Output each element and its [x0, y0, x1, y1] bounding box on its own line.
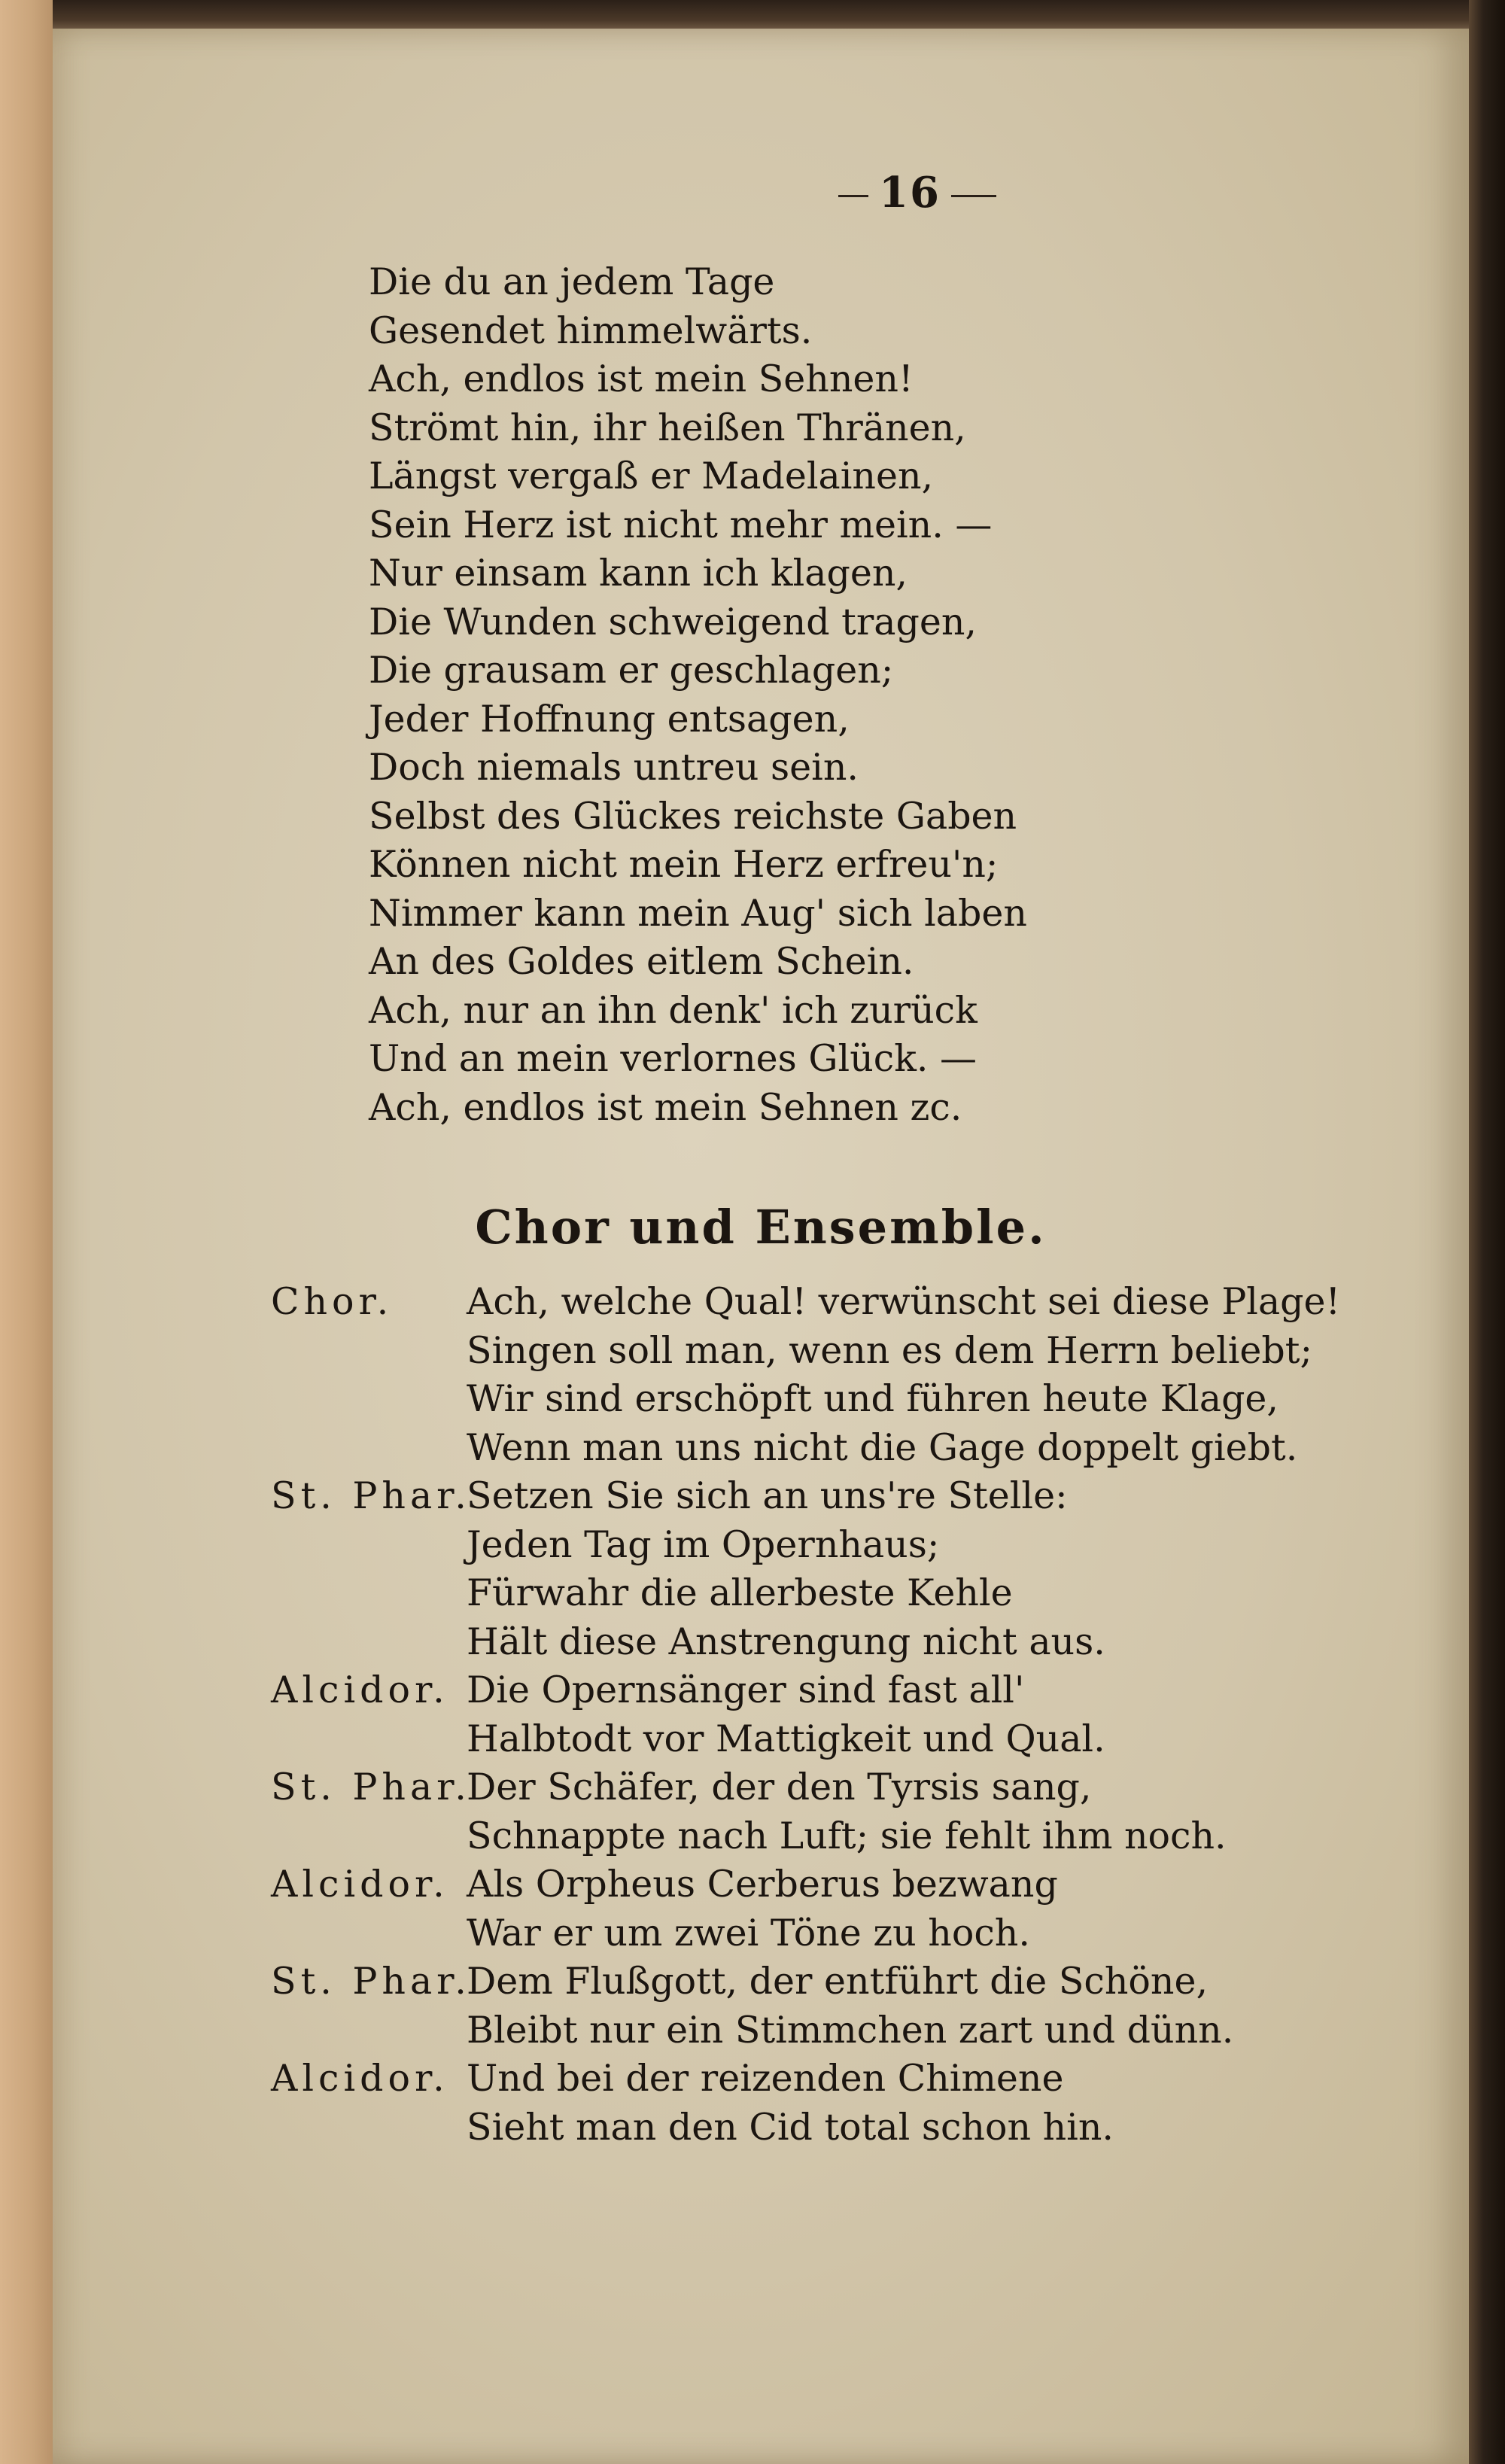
verse-line: Nur einsam kann ich klagen,	[369, 552, 908, 595]
dialogue-line	[271, 1958, 1437, 2006]
dash-right	[951, 195, 996, 197]
dialogue-line	[271, 1569, 1437, 1618]
page-number	[828, 168, 1007, 218]
dialogue-text: Dem Flußgott, der entführt die Schöne,	[467, 1960, 1209, 2003]
dialogue-text: Die Opernsänger sind fast all'	[467, 1669, 1025, 1711]
dialogue-line	[271, 1327, 1437, 1376]
dialogue-line	[271, 2006, 1437, 2055]
dialogue-line	[271, 2055, 1437, 2104]
verse-line: Ach, endlos ist mein Sehnen zc.	[369, 1085, 962, 1129]
speaker-name: St. Phar.	[271, 1474, 471, 1517]
dialogue-line	[271, 1521, 1437, 1570]
page-number-text: 16	[879, 168, 941, 218]
dialogue-text: Setzen Sie sich an uns're Stelle:	[467, 1474, 1068, 1517]
dialogue-text: Wenn man uns nicht die Gage doppelt giebt.	[467, 1425, 1298, 1469]
dialogue-text: Ach, welche Qual! verwünscht sei diese Plage!	[467, 1280, 1341, 1323]
verse-line: Die du an jedem Tage	[369, 260, 775, 303]
dialogue-text: Wir sind erschöpft und führen heute Klage,	[467, 1377, 1279, 1420]
verse-line: Und an mein verlornes Glück. —	[369, 1037, 977, 1080]
speaker-name: St. Phar.	[271, 1766, 471, 1808]
dialogue-line	[271, 1666, 1437, 1715]
verse-line: Nimmer kann mein Aug' sich laben	[369, 891, 1027, 935]
dialogue-line	[271, 1618, 1437, 1667]
dialogue-text: Fürwahr die allerbeste Kehle	[467, 1571, 1013, 1614]
dialogue-text: Singen soll man, wenn es dem Herrn beliebt;	[467, 1328, 1312, 1372]
dialogue-line	[271, 1763, 1437, 1812]
verse-line: Strömt hin, ihr heißen Thränen,	[369, 406, 966, 449]
dialogue-text: Halbtodt vor Mattigkeit und Qual.	[467, 1717, 1105, 1760]
book-top-edge	[0, 0, 1505, 29]
dialogue-text: Und bei der reizenden Chimene	[467, 2057, 1064, 2100]
dialogue-line	[271, 1909, 1437, 1958]
verse-line: Längst vergaß er Madelainen,	[369, 455, 934, 497]
dialogue-text: Bleibt nur ein Stimmchen zart und dünn.	[467, 2008, 1234, 2052]
dash-left	[838, 195, 868, 197]
verse-line: Die grausam er geschlagen;	[369, 649, 894, 692]
verse-line: Können nicht mein Herz erfreu'n;	[369, 843, 999, 886]
dialogue-line	[271, 2104, 1437, 2152]
speaker-name: Alcidor.	[271, 1669, 449, 1711]
dialogue-text: Jeden Tag im Opernhaus;	[467, 1523, 940, 1566]
verse-line: Ach, nur an ihn denk' ich zurück	[369, 988, 977, 1032]
song-verse	[369, 258, 1422, 1132]
dialogue-line	[271, 1812, 1437, 1861]
dialogue-line	[271, 1860, 1437, 1909]
dialogue-text: Der Schäfer, der den Tyrsis sang,	[467, 1766, 1092, 1808]
dialogue-text: Hält diese Anstrengung nicht aus.	[467, 1620, 1105, 1663]
speaker-name: St. Phar.	[271, 1960, 471, 2003]
speaker-name: Alcidor.	[271, 1863, 449, 1906]
verse-line: Doch niemals untreu sein.	[369, 746, 859, 789]
dialogue-text: Sieht man den Cid total schon hin.	[467, 2105, 1114, 2149]
verse-line: Sein Herz ist nicht mehr mein. —	[369, 503, 993, 546]
dialogue-text: Als Orpheus Cerberus bezwang	[467, 1863, 1058, 1906]
verse-line: Ach, endlos ist mein Sehnen!	[369, 357, 914, 400]
book-right-edge	[1469, 0, 1505, 2464]
verse-line: Jeder Hoffnung entsagen,	[369, 697, 850, 741]
verse-line: Gesendet himmelwärts.	[369, 309, 813, 352]
verse-line: An des Goldes eitlem Schein.	[369, 940, 914, 983]
dialogue-text: Schnappte nach Luft; sie fehlt ihm noch.	[467, 1814, 1227, 1857]
dialogue-line	[271, 1278, 1437, 1327]
verse-line: Selbst des Glückes reichste Gaben	[369, 794, 1017, 838]
dialogue-line	[271, 1375, 1437, 1424]
dialogue-block	[271, 1278, 1437, 2152]
book-spine-edge	[0, 0, 53, 2464]
verse-line: Die Wunden schweigend tragen,	[369, 600, 977, 643]
dialogue-line	[271, 1715, 1437, 1764]
book-page	[53, 29, 1469, 2464]
section-heading: Chor und Ensemble.	[475, 1200, 1047, 1255]
dialogue-line	[271, 1424, 1437, 1473]
dialogue-text: War er um zwei Töne zu hoch.	[467, 1911, 1030, 1954]
dialogue-line	[271, 1472, 1437, 1521]
speaker-name: Chor.	[271, 1280, 394, 1323]
speaker-name: Alcidor.	[271, 2057, 449, 2100]
